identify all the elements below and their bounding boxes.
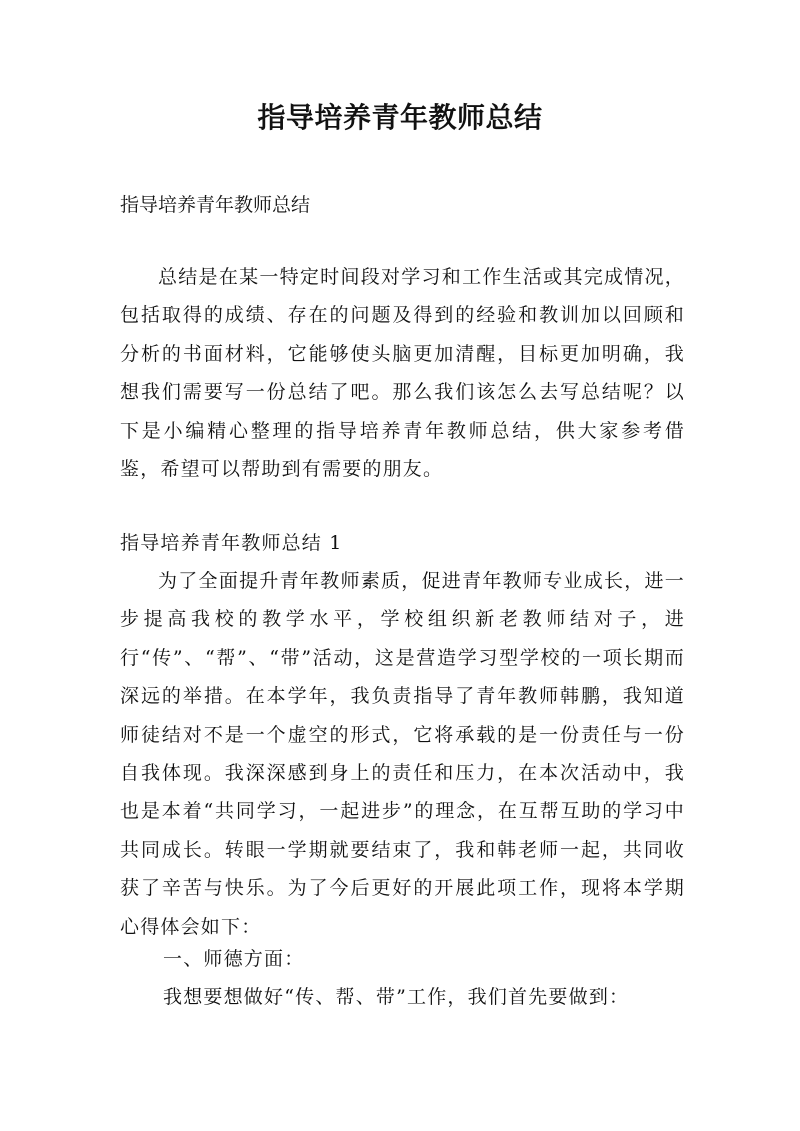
section-heading: 指导培养青年教师总结 1 bbox=[120, 532, 343, 554]
document-title: 指导培养青年教师总结 bbox=[257, 101, 543, 134]
item-heading: 一、师德方面： bbox=[163, 948, 305, 970]
section-body-paragraph: 为了全面提升青年教师素质，促进青年教师专业成长，进一步提高我校的教学水平，学校组织新老教师结对子，进行“传”、“帮”、“带”活动，这是营造学习型学校的一项长期而深远的举措。在本学年，我负责指导了青年教师韩鹏，我知道师徒结对不是一个虚空的形式，它将承载的是一份责任与一份自我体现。我深深感到身上的责任和压力，在本次活动中，我也是本着“共同学习，一起进步”的理念，在互帮互助的学习中共同成长。转眼一学期就要结束了，我和韩老师一起，共同收获了辛苦与快乐。为了今后更好的开展此项工作，现将本学期心得体会如下： bbox=[120, 570, 685, 938]
document-subtitle: 指导培养青年教师总结 bbox=[120, 194, 311, 216]
intro-paragraph: 总结是在某一特定时间段对学习和工作生活或其完成情况，包括取得的成绩、存在的问题及得到的经验和教训加以回顾和分析的书面材料，它能够使头脑更加清醒，目标更加明确，我想我们需要写一份总结了吧。那么我们该怎么去写总结呢？以下是小编精心整理的指导培养青年教师总结，供大家参考借鉴，希望可以帮助到有需要的朋友。 bbox=[120, 266, 685, 481]
item-body-line: 我想要想做好“传、帮、带”工作，我们首先要做到： bbox=[163, 986, 630, 1008]
